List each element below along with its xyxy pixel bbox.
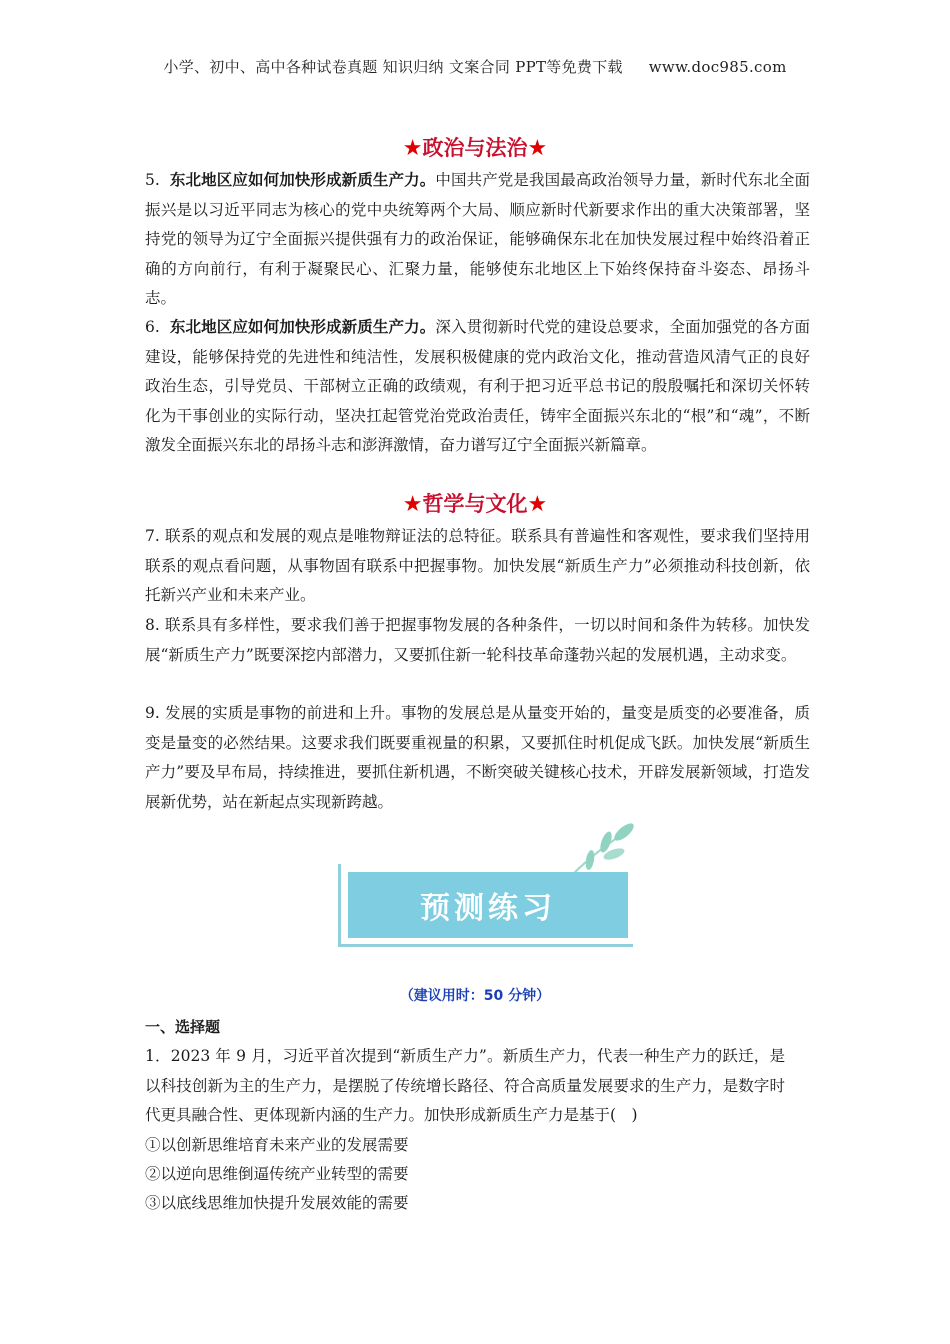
question-1: 1．2023 年 9 月，习近平首次提到“新质生产力”。新质生产力，代表一种生产力的跃迁，是以科技创新为主的生产力，是摆脱了传统增长路径、符合高质量发展要求的生产力，是数字时代更具融合性、更体现新内涵的生产力。加快形成新质生产力是基于( ) [145, 1047, 785, 1124]
section-title-philosophy-text: 哲学与文化 [422, 492, 528, 516]
star-icon: ★ [402, 136, 423, 161]
header-url[interactable]: www.doc985.com [648, 58, 787, 76]
paragraph-8: 8. 联系具有多样性，要求我们善于把握事物发展的各种条件，一切以时间和条件为转移。加快发展“新质生产力”既要深挖内部潜力，又要抓住新一轮科技革命蓬勃兴起的发展机遇，主动求变。 [145, 616, 810, 664]
suggested-time: （建议用时：50 分钟） [399, 988, 551, 1004]
option-1: ①以创新思维培育未来产业的发展需要 [145, 1136, 409, 1154]
paragraph-5-bold: 东北地区应如何加快形成新质生产力。 [169, 171, 436, 189]
paragraph-5 [145, 166, 810, 314]
option-3: ③以底线思维加快提升发展效能的需要 [145, 1194, 409, 1212]
paragraph-6-number: 6. [145, 318, 160, 336]
banner-title: 预测练习 [420, 891, 556, 926]
section-title-philosophy [0, 488, 950, 518]
paragraph-6 [145, 313, 810, 461]
paragraph-5-number: 5. [145, 171, 160, 189]
banner-box [348, 872, 628, 938]
paragraph-6-text: 深入贯彻新时代党的建设总要求，全面加强党的各方面建设，能够保持党的先进性和纯洁性，发展积极健康的党内政治文化，推动营造风清气正的良好政治生态，引导党员、干部树立正确的政绩观，有利于把习近平总书记的殷殷嘱托和深切关怀转化为干事创业的实际行动，坚决扛起管党治党政治责任，铸牢全面振兴东北的“根”和“魂”，不断激发全面振兴东北的昂扬斗志和澎湃激情，奋力谱写辽宁全面振兴新篇章。 [145, 318, 810, 454]
star-icon: ★ [527, 492, 548, 517]
question-section-heading: 一、选择题 [145, 1018, 221, 1036]
practice-banner [330, 820, 640, 952]
section-title-politics [0, 132, 950, 162]
paragraph-6-bold: 东北地区应如何加快形成新质生产力。 [169, 318, 436, 336]
section-title-politics-text: 政治与法治 [422, 136, 528, 160]
star-icon: ★ [527, 136, 548, 161]
star-icon: ★ [402, 492, 423, 517]
page-header [0, 56, 950, 77]
header-text: 小学、初中、高中各种试卷真题 知识归纳 文案合同 PPT等免费下载 [163, 58, 623, 76]
paragraph-7: 7. 联系的观点和发展的观点是唯物辩证法的总特征。联系具有普遍性和客观性，要求我们坚持用联系的观点看问题，从事物固有联系中把握事物。加快发展“新质生产力”必须推动科技创新，依托新兴产业和未来产业。 [145, 527, 810, 604]
paragraph-9: 9. 发展的实质是事物的前进和上升。事物的发展总是从量变开始的，量变是质变的必要准备，质变是量变的必然结果。这要求我们既要重视量的积累，又要抓住时机促成飞跃。加快发展“新质生产力”要及早布局，持续推进，要抓住新机遇，不断突破关键核心技术，开辟发展新领域，打造发展新优势，站在新起点实现新跨越。 [145, 704, 810, 811]
paragraph-5-text: 中国共产党是我国最高政治领导力量，新时代东北全面振兴是以习近平同志为核心的党中央统筹两个大局、顺应新时代新要求作出的重大决策部署，坚持党的领导为辽宁全面振兴提供强有力的政治保证，能够确保东北在加快发展过程中始终沿着正确的方向前行，有利于凝聚民心、汇聚力量，能够使东北地区上下始终保持奋斗姿态、昂扬斗志。 [145, 171, 810, 307]
option-2: ②以逆向思维倒逼传统产业转型的需要 [145, 1165, 409, 1183]
